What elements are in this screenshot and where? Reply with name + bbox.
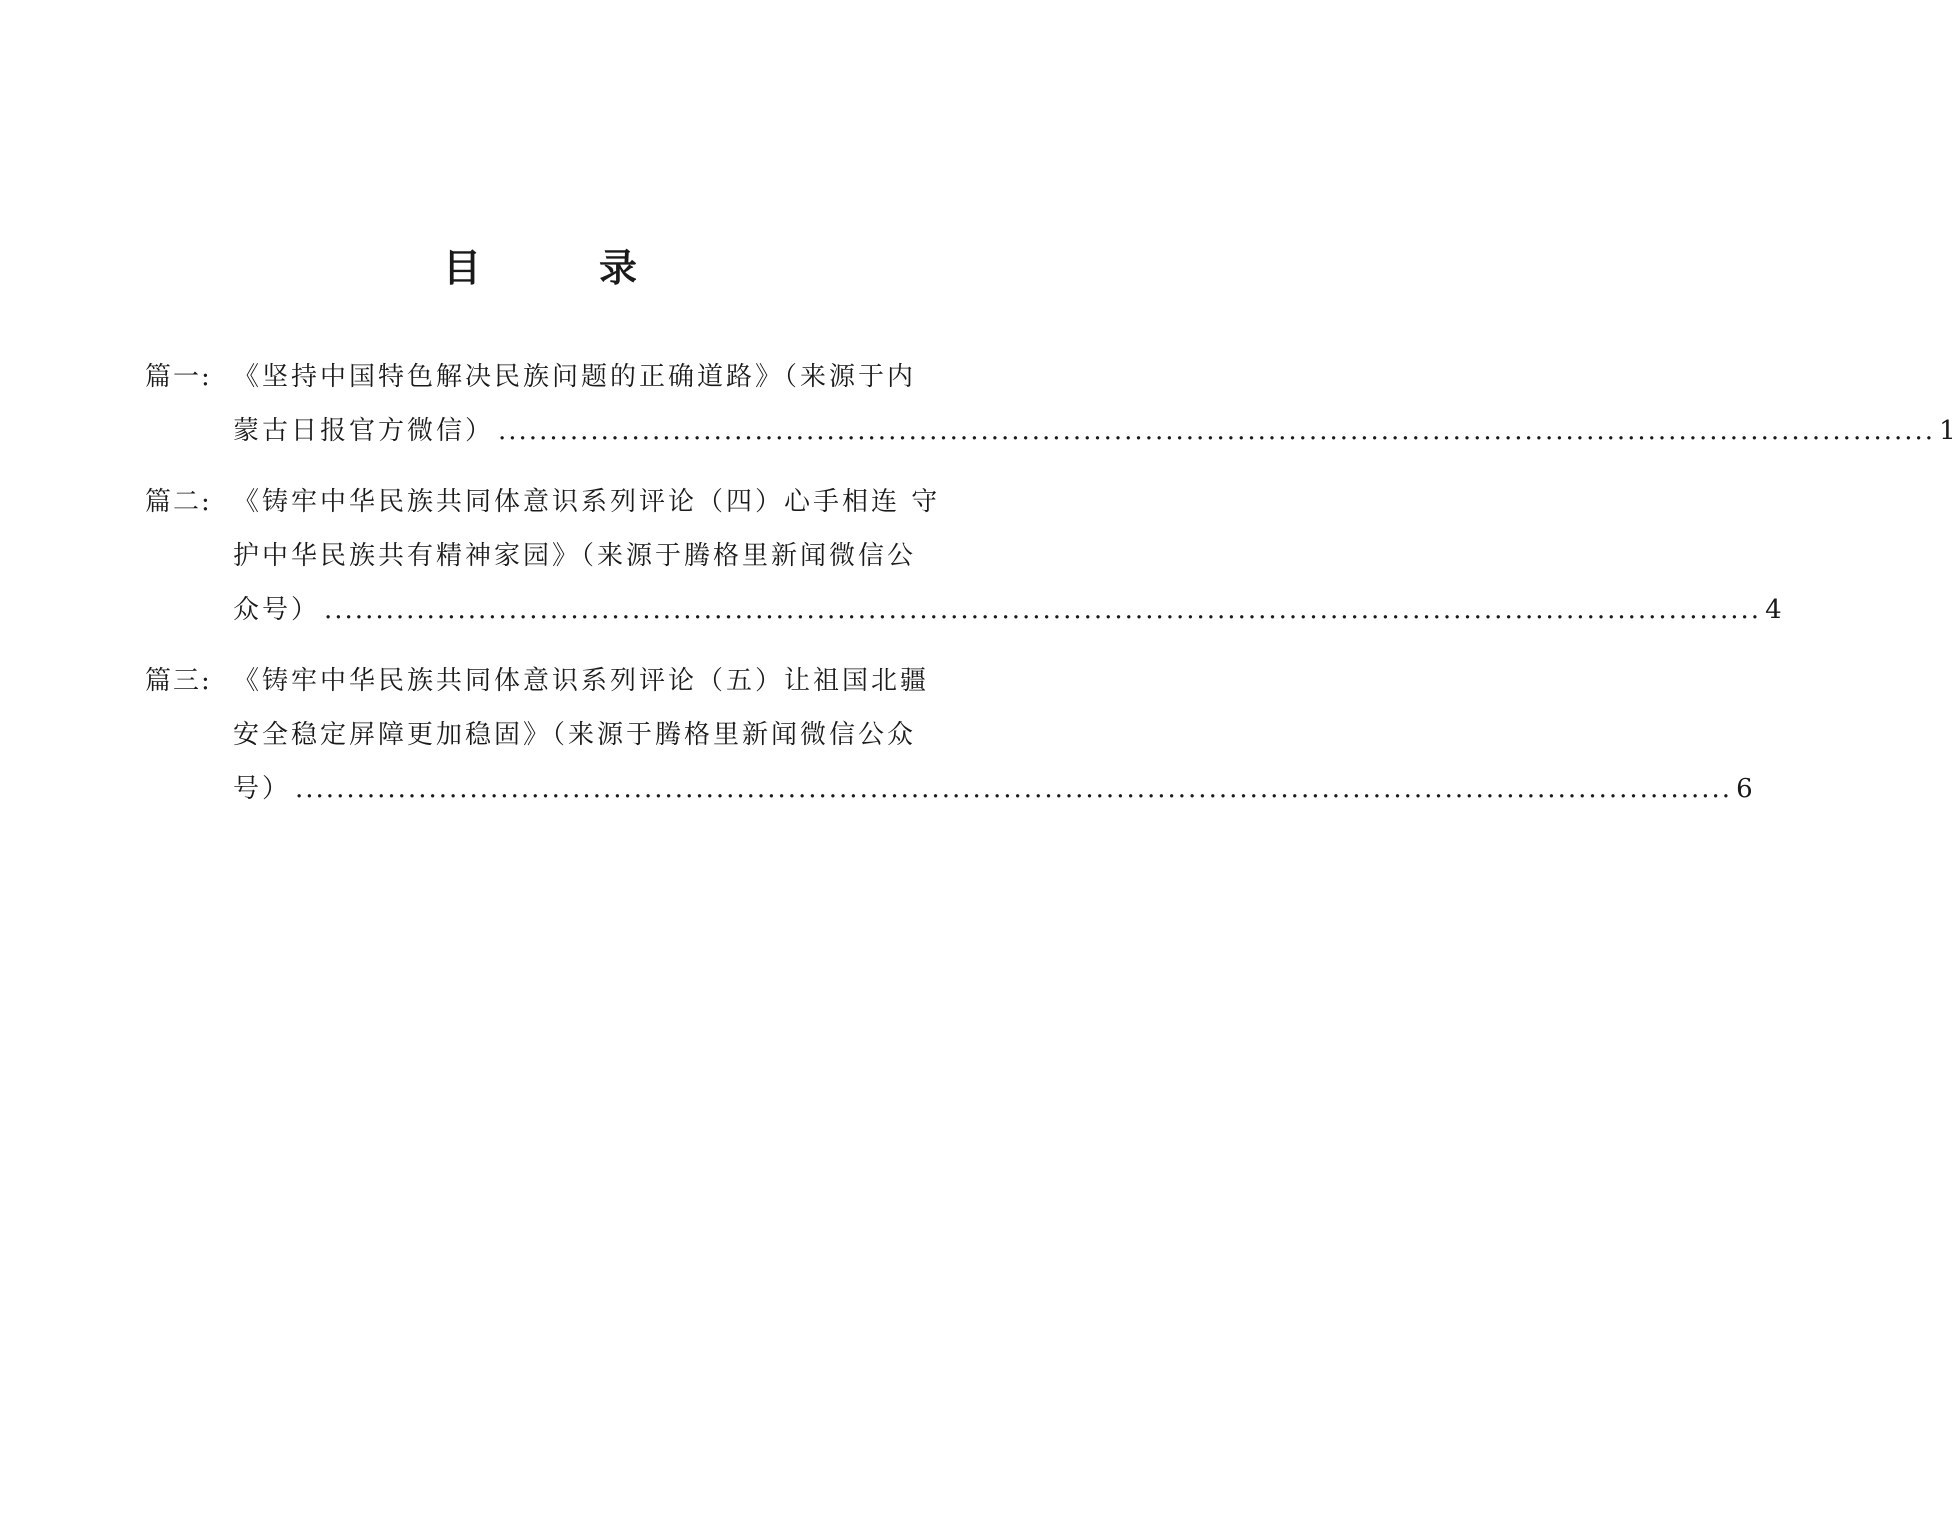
toc-entry-last-line xyxy=(233,404,1956,458)
toc-page-number: 4 xyxy=(1765,595,1782,625)
toc-entry-line: 护中华民族共有精神家园》（来源于腾格里新闻微信公 xyxy=(233,541,917,571)
toc-page-number: 6 xyxy=(1736,774,1753,804)
toc-list xyxy=(145,350,1956,833)
toc-entry-label: 篇一: xyxy=(145,362,212,392)
toc-entry-last-line xyxy=(233,583,1782,637)
toc-entry-line: 安全稳定屏障更加稳固》（来源于腾格里新闻微信公众 xyxy=(233,720,917,750)
dot-leader xyxy=(324,583,1761,637)
toc-entry-last-line xyxy=(233,762,1753,816)
toc-entry-label: 篇三: xyxy=(145,666,212,696)
toc-entry-line: 《铸牢中华民族共同体意识系列评论（五）让祖国北疆 xyxy=(233,666,930,696)
toc-title: 目 录 xyxy=(442,246,677,290)
toc-entry-line: 《铸牢中华民族共同体意识系列评论（四）心手相连 守 xyxy=(233,487,941,517)
toc-entry-1[interactable] xyxy=(145,350,1956,458)
toc-entry-line-end: 蒙古日报官方微信） xyxy=(233,416,495,446)
toc-entry-line-end: 号） xyxy=(233,774,292,804)
toc-entry-line-end: 众号） xyxy=(233,595,321,625)
toc-entry-body xyxy=(233,654,1753,816)
toc-entry-line: 《坚持中国特色解决民族问题的正确道路》（来源于内 xyxy=(233,362,917,392)
dot-leader xyxy=(498,404,1935,458)
dot-leader xyxy=(295,762,1732,816)
toc-page-number: 1 xyxy=(1939,416,1956,446)
toc-entry-3[interactable] xyxy=(145,654,1753,816)
toc-entry-body xyxy=(233,475,1782,637)
toc-entry-body xyxy=(233,350,1956,458)
toc-entry-label: 篇二: xyxy=(145,487,212,517)
toc-entry-2[interactable] xyxy=(145,475,1782,637)
